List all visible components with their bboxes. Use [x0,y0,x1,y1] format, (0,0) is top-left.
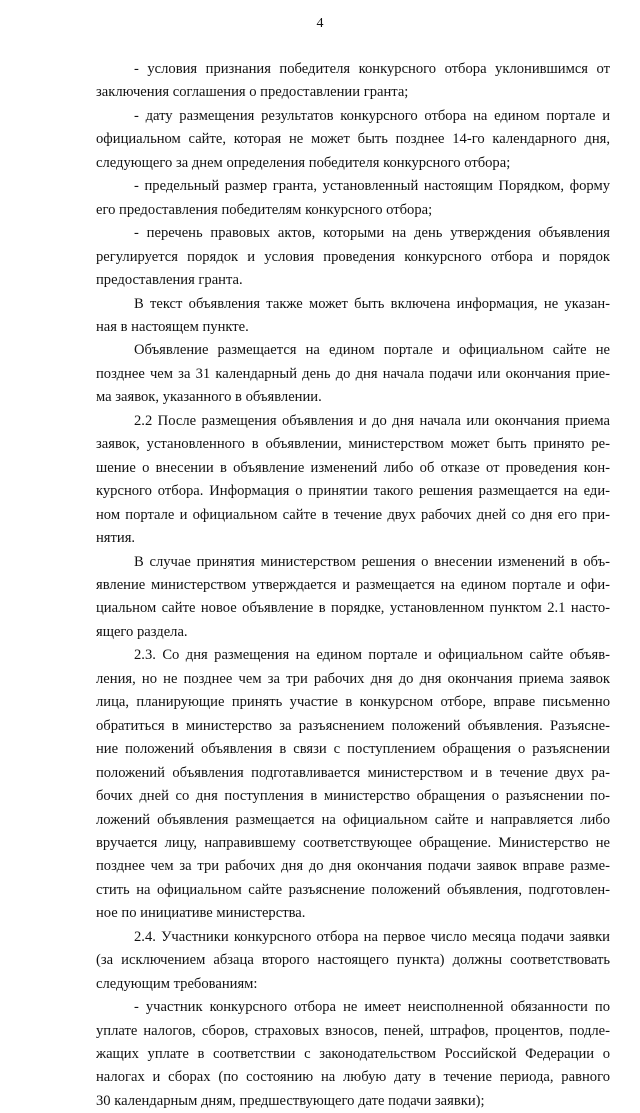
text-line: шение о внесении в объявление изменений либо об отказе от проведения кон- [96,459,610,476]
text-line: циальном сайте новое объявление в порядке, установленном пунктом 2.1 насто- [96,600,610,617]
text-line: курсного отбора. Информация о принятии такого решения размещается на еди- [96,483,610,500]
text-line: налогах и сборах (по состоянию на любую дату в течение периода, равного [96,1069,610,1086]
text-line: уплате налогов, сборов, страховых взносов, пеней, штрафов, процентов, подле- [96,1022,610,1039]
text-line: предоставления гранта. [96,272,243,289]
text-line: жащих уплате в соответствии с законодательством Российской Федерации о [96,1046,610,1063]
text-line: стить на официальном сайте разъяснение положений объявления, подготовлен- [96,881,610,898]
text-line: позднее чем за 31 календарный день до дня начала подачи или окончания прие- [96,365,610,382]
text-line: ная в настоящем пункте. [96,318,249,335]
text-line: ном портале и официальном сайте в течение двух рабочих дней со дня его при- [96,506,610,523]
text-line: В текст объявления также может быть включена информация, не указан- [134,295,610,312]
text-line: 2.2 После размещения объявления и до дня начала или окончания приема [134,412,610,429]
text-line: вручается лицу, направившему соответствующее обращение. Министерство не [96,834,610,851]
text-line: Объявление размещается на едином портале и официальном сайте не [134,342,610,359]
document-body [96,58,610,1113]
text-line: позднее чем за три рабочих дня до дня окончания подачи заявок вправе разме- [96,858,610,875]
text-line: 30 календарным дням, предшествующего дате подачи заявки); [96,1092,485,1109]
text-line: - дату размещения результатов конкурсного отбора на едином портале и [134,107,610,124]
text-line: регулируется порядок и условия проведения конкурсного отбора и порядок [96,248,610,265]
text-line: - перечень правовых актов, которыми на день утверждения объявления [134,225,610,242]
text-line: ложений объявления размещается на официальном сайте и направляется либо [96,811,610,828]
text-line: нятия. [96,530,136,547]
text-line: 2.4. Участники конкурсного отбора на первое число месяца подачи заявки [134,928,610,945]
text-line: ма заявок, указанного в объявлении. [96,389,322,406]
text-line: официальном сайте, которая не может быть позднее 14-го календарного дня, [96,131,610,148]
text-line: заявок, установленного в объявлении, министерством может быть принято ре- [96,436,610,453]
text-line: заключения соглашения о предоставлении гранта; [96,84,409,101]
text-line: ящего раздела. [96,623,188,640]
text-line: следующего за днем определения победителя конкурсного отбора; [96,154,511,171]
text-line: лица, планирующие принять участие в конкурсном отборе, вправе письменно [96,694,610,711]
text-line: положений объявления подготавливается министерством и в течение двух ра- [96,764,610,781]
text-line: явление министерством утверждается и размещается на едином портале и офи- [96,576,610,593]
text-line: следующим требованиям: [96,975,258,992]
text-line: - участник конкурсного отбора не имеет неисполненной обязанности по [134,999,610,1016]
text-line: его предоставления победителям конкурсного отбора; [96,201,433,218]
text-line: - условия признания победителя конкурсного отбора уклонившимся от [134,61,610,77]
text-line: ления, но не позднее чем за три рабочих дня до дня окончания приема заявок [96,670,610,687]
text-line: - предельный размер гранта, установленный настоящим Порядком, форму [134,178,610,195]
text-line: обратиться в министерство за разъяснением положений объявления. Разъясне- [96,717,610,734]
text-line: В случае принятия министерством решения о внесении изменений в объ- [134,553,610,570]
text-line: бочих дней со дня поступления в министерство обращения о разъяснении по- [96,788,610,805]
page-number: 4 [316,16,324,31]
text-line: (за исключением абзаца второго настоящего пункта) должны соответствовать [96,952,610,969]
text-line: ние положений объявления в связи с поступлением обращения о разъяснении [96,741,610,758]
text-line: ное по инициативе министерства. [96,905,306,922]
text-line: 2.3. Со дня размещения на едином портале и официальном сайте объяв- [134,647,610,664]
